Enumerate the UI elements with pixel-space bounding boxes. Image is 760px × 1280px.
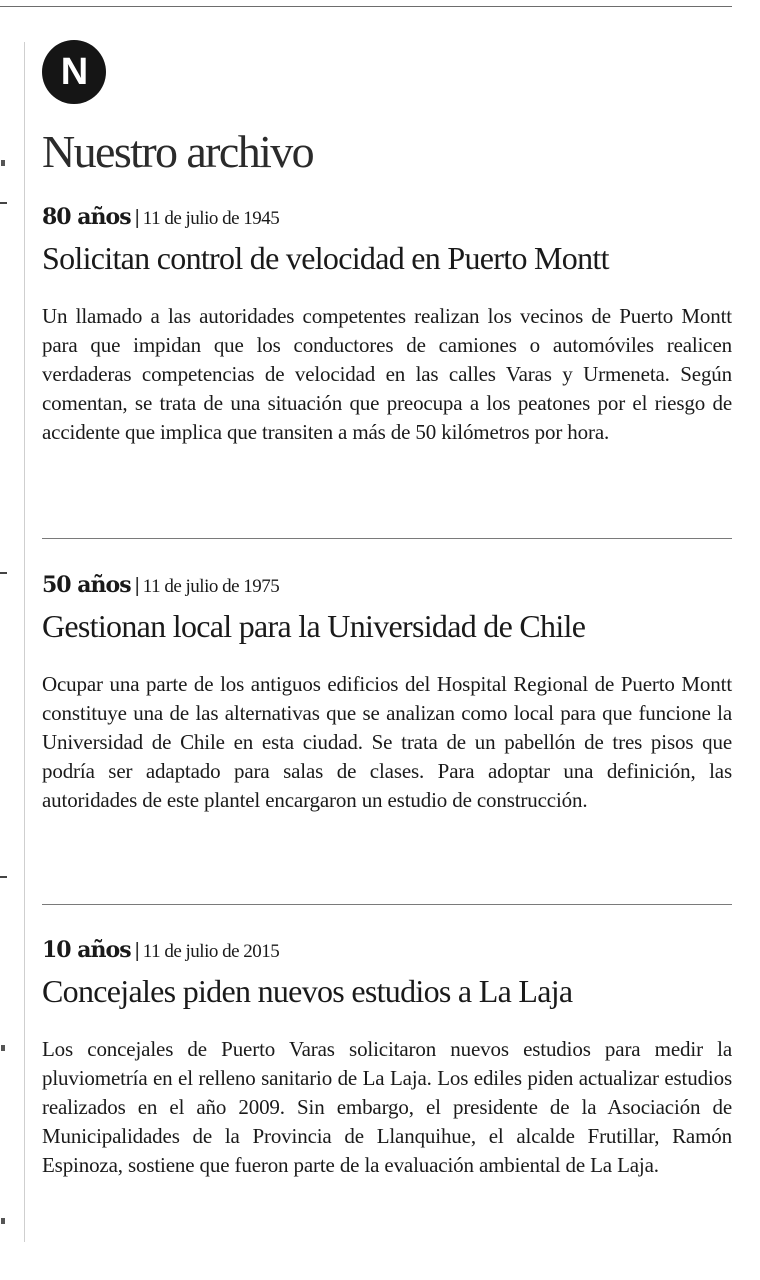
- archive-entry-10: [42, 935, 732, 1180]
- archive-entry-80: [42, 202, 732, 447]
- meta-separator: |: [134, 940, 140, 962]
- logo-letter: N: [60, 50, 88, 93]
- entry-meta: [42, 935, 732, 965]
- meta-separator: |: [134, 575, 140, 597]
- entry-body: Los concejales de Puerto Varas solicitaron nuevos estudios para medir la pluviometría en el relleno sanitario de La Laja. Los ediles piden actualizar estudios realizados en el año 2009. Sin embargo, el presidente de la Asociación de Municipalidades de la Provincia de Llanquihue, el alcalde Frutillar, Ramón Espinoza, sostiene que fueron parte de la evaluación ambiental de La Laja.: [42, 1037, 732, 1177]
- entry-date: 11 de julio de 2015: [142, 941, 280, 962]
- entry-body: Ocupar una parte de los antiguos edificios del Hospital Regional de Puerto Montt constituye una de las alternativas que se analizan como local para que funcione la Universidad de Chile en esta ciudad. Se trata de un pabellón de tres pisos que podría ser adaptado para salas de clases. Para adoptar una definición, las autoridades de este plantel encargaron un estudio de construcción.: [42, 672, 732, 812]
- entry-meta: [42, 570, 732, 600]
- section-title: Nuestro archivo: [42, 126, 314, 177]
- margin-fragment: [0, 876, 7, 878]
- entry-meta: [42, 202, 732, 232]
- margin-fragment: [0, 202, 7, 204]
- entry-headline: Gestionan local para la Universidad de Chile: [42, 608, 586, 644]
- entry-divider: [42, 538, 732, 539]
- entry-years: 10 años: [42, 937, 131, 963]
- entry-divider: [42, 904, 732, 905]
- column-rule: [24, 42, 25, 1242]
- entry-headline: Solicitan control de velocidad en Puerto Montt: [42, 240, 609, 276]
- top-rule: [0, 6, 732, 7]
- margin-fragment: [1, 1045, 5, 1051]
- entry-years: 80 años: [42, 204, 131, 230]
- margin-fragment: [1, 1218, 5, 1224]
- meta-separator: |: [134, 207, 140, 229]
- entry-date: 11 de julio de 1975: [142, 576, 280, 597]
- entry-years: 50 años: [42, 572, 131, 598]
- section-logo: [42, 40, 106, 104]
- entry-body: Un llamado a las autoridades competentes realizan los vecinos de Puerto Montt para que impidan que los conductores de camiones o automóviles realicen verdaderas competencias de velocidad en las calles Varas y Urmeneta. Según comentan, se trata de una situación que preocupa a los peatones por el riesgo de accidente que implica que transiten a más de 50 kilómetros por hora.: [42, 304, 732, 444]
- margin-fragment: [0, 572, 7, 574]
- margin-fragment: [1, 160, 5, 166]
- entry-date: 11 de julio de 1945: [142, 208, 280, 229]
- entry-headline: Concejales piden nuevos estudios a La Laja: [42, 973, 573, 1009]
- archive-entry-50: [42, 570, 732, 815]
